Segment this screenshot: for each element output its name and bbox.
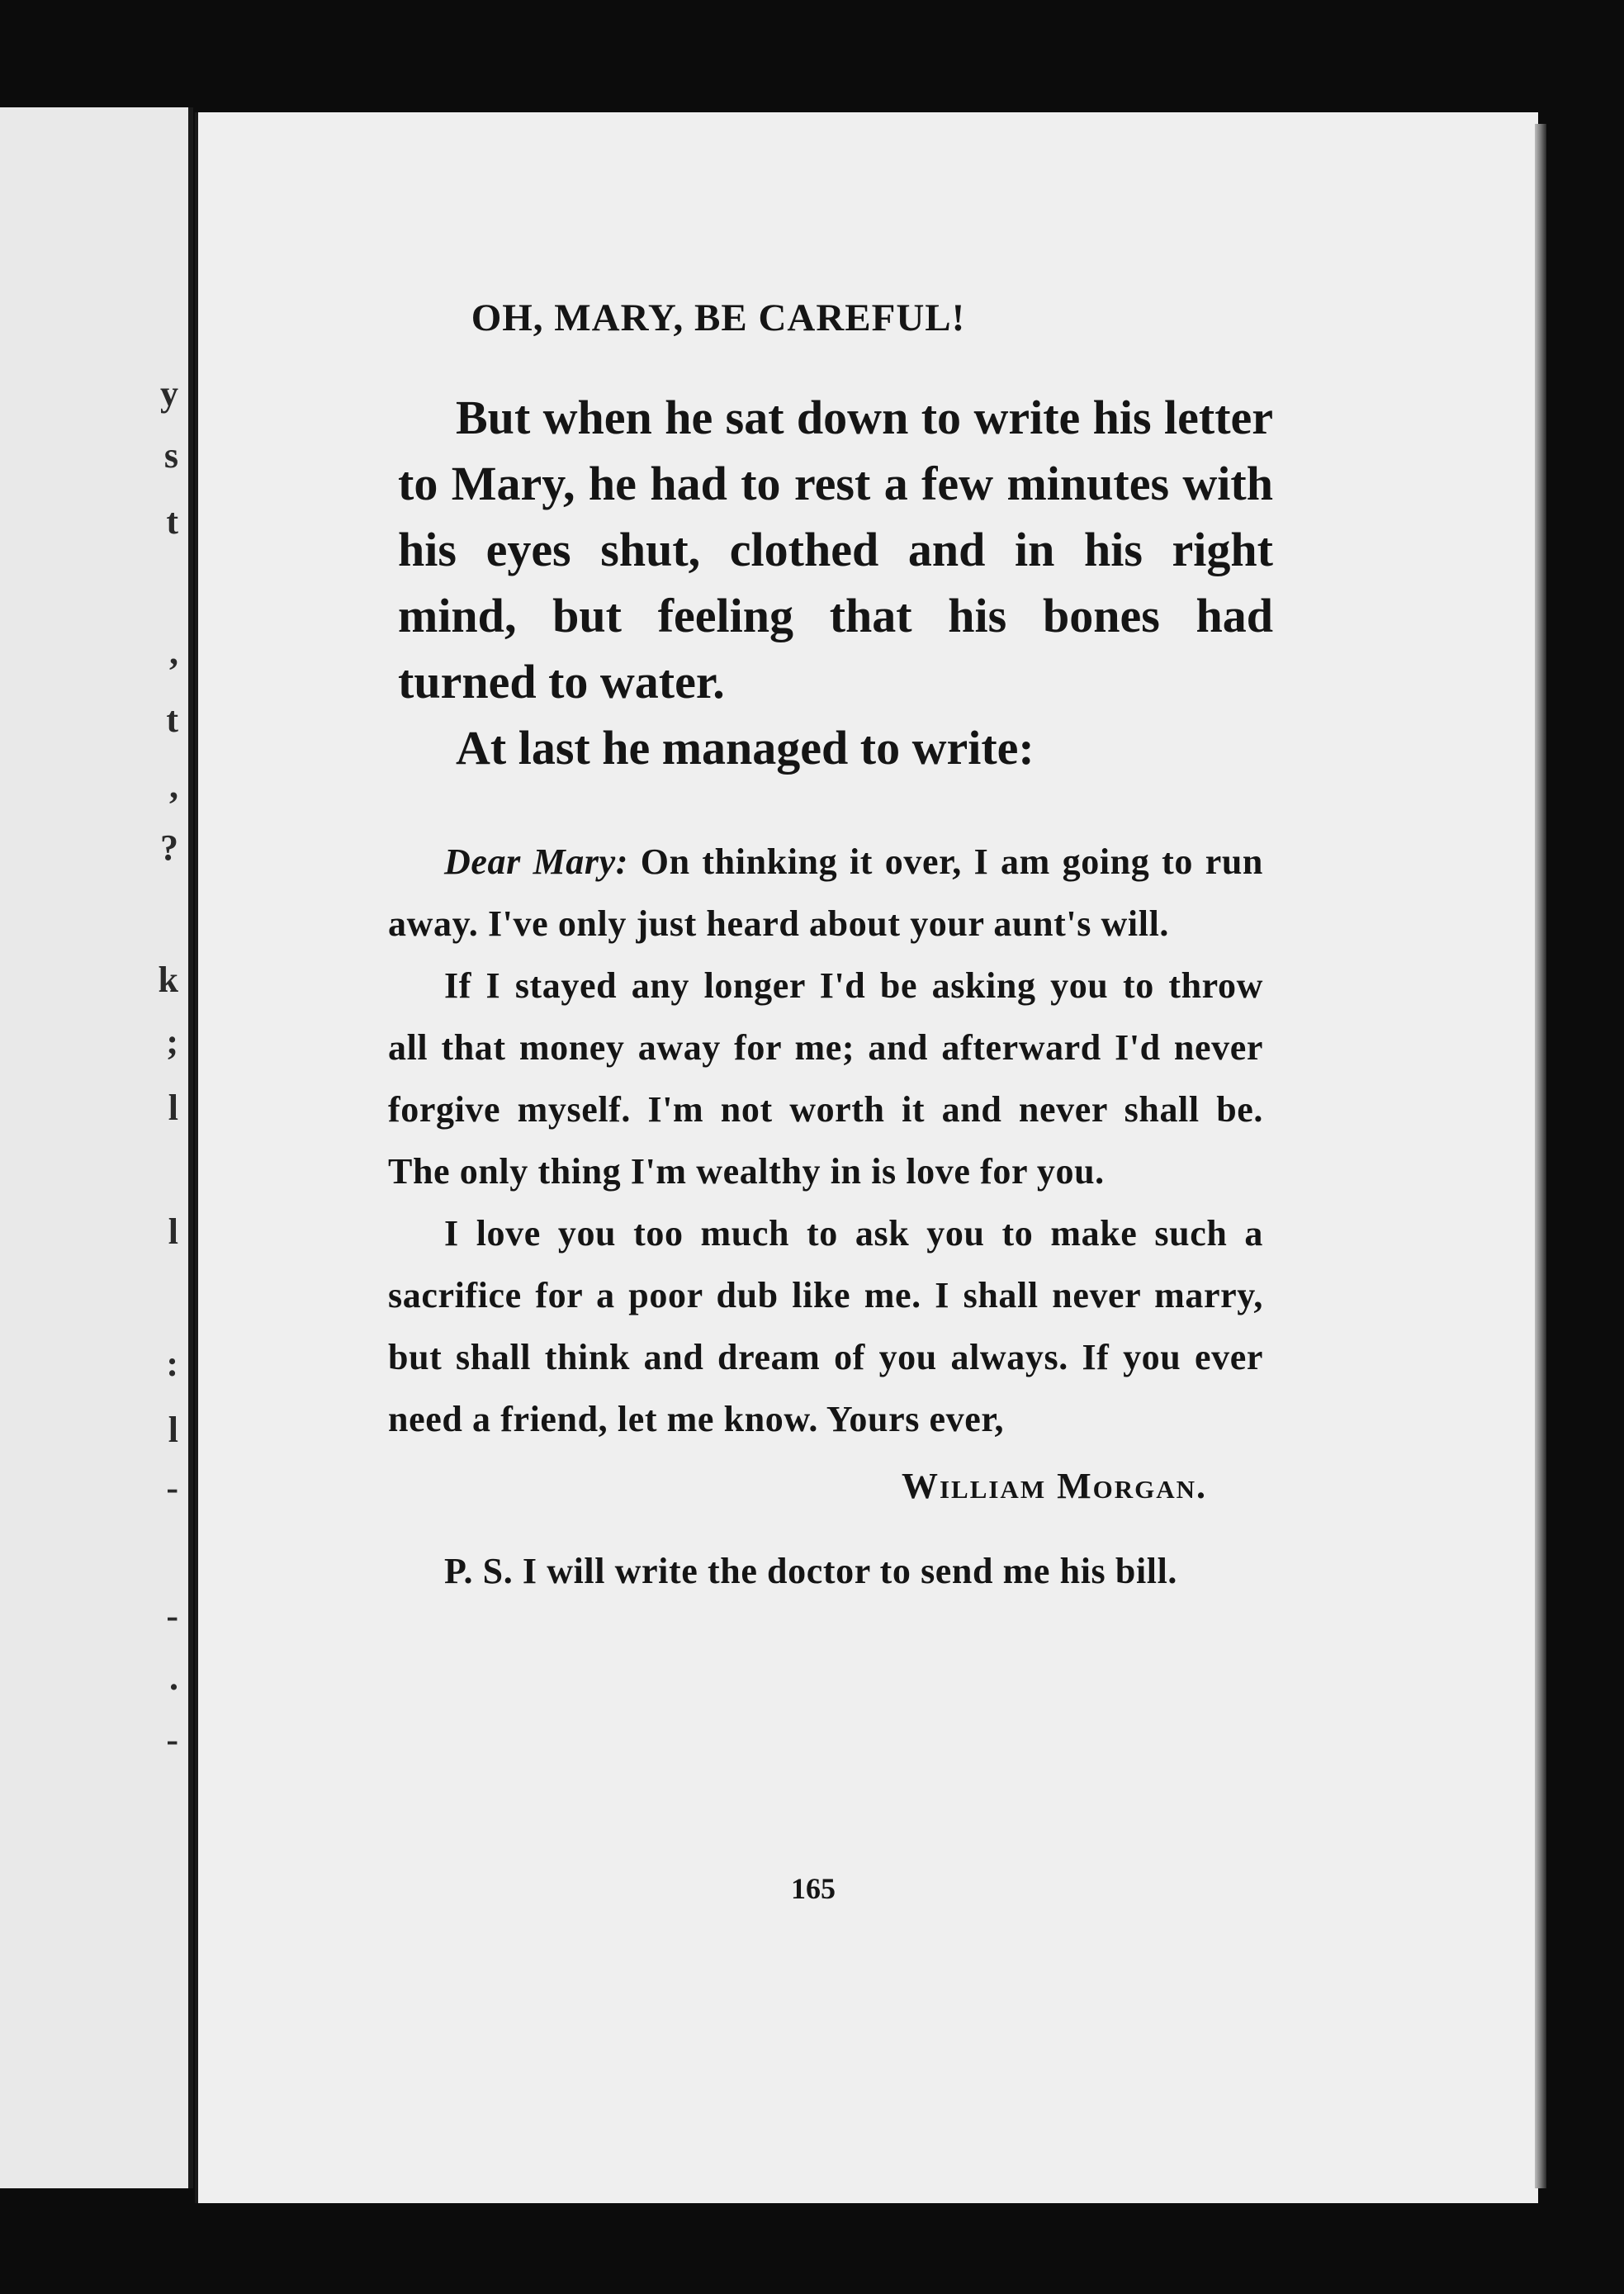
- facing-page-fragment: l: [168, 1088, 178, 1128]
- letter-paragraph: I love you too much to ask you to make such a sacrifice for a poor dub like me. I shall never marry, but shall think and dream of you always. If you ever need a friend, let me know. Yours ever,: [388, 1213, 1263, 1439]
- page-number: 165: [791, 1872, 836, 1905]
- facing-page-fragment: ,: [169, 765, 178, 806]
- facing-page-fragment: ,: [169, 632, 178, 672]
- facing-page-fragment: .: [169, 1657, 178, 1698]
- letter-paragraph: If I stayed any longer I'd be asking you to throw all that money away for me; and afterward I'd never forgive myself. I'm not worth it and never shall be. The only thing I'm wealthy in is love for you.: [388, 965, 1263, 1192]
- facing-page-fragment: ?: [160, 827, 178, 868]
- postscript: P. S. I will write the doctor to send me his bill.: [444, 1551, 1178, 1591]
- facing-page-fragment: :: [166, 1344, 178, 1384]
- facing-page-fragment: ;: [166, 1021, 178, 1062]
- letter-signature: William Morgan.: [901, 1466, 1207, 1506]
- facing-page-fragment: t: [166, 699, 178, 740]
- running-head: OH, MARY, BE CAREFUL!: [471, 296, 966, 339]
- letter-paragraph-text: On thinking it over, I am going to run away. I've only just heard about your aunt's will.: [388, 841, 1263, 944]
- facing-page-fragment: t: [166, 501, 178, 542]
- narrative-paragraph: At last he managed to write:: [456, 721, 1035, 775]
- facing-page-fragment: s: [163, 435, 178, 476]
- narrative-text: [398, 385, 1273, 781]
- facing-page-edge: [0, 107, 193, 2188]
- facing-page-fragment: -: [166, 1467, 178, 1508]
- page-edge-shadow: [1535, 124, 1546, 2188]
- facing-page-fragment: -: [166, 1595, 178, 1636]
- facing-page-fragment: y: [160, 373, 178, 414]
- letter-body: [388, 831, 1263, 1602]
- facing-page-fragment: -: [166, 1719, 178, 1760]
- letter-paragraph: [388, 831, 1263, 955]
- facing-page-fragment: l: [168, 1211, 178, 1252]
- facing-page-fragment: l: [168, 1410, 178, 1450]
- letter-salutation: Dear Mary:: [444, 841, 629, 882]
- narrative-paragraph: But when he sat down to write his letter to Mary, he had to rest a few minutes with his eyes shut, clothed and in his right mind, but feeling that his bones had turned to water.: [398, 391, 1273, 709]
- facing-page-fragment: k: [158, 960, 178, 1000]
